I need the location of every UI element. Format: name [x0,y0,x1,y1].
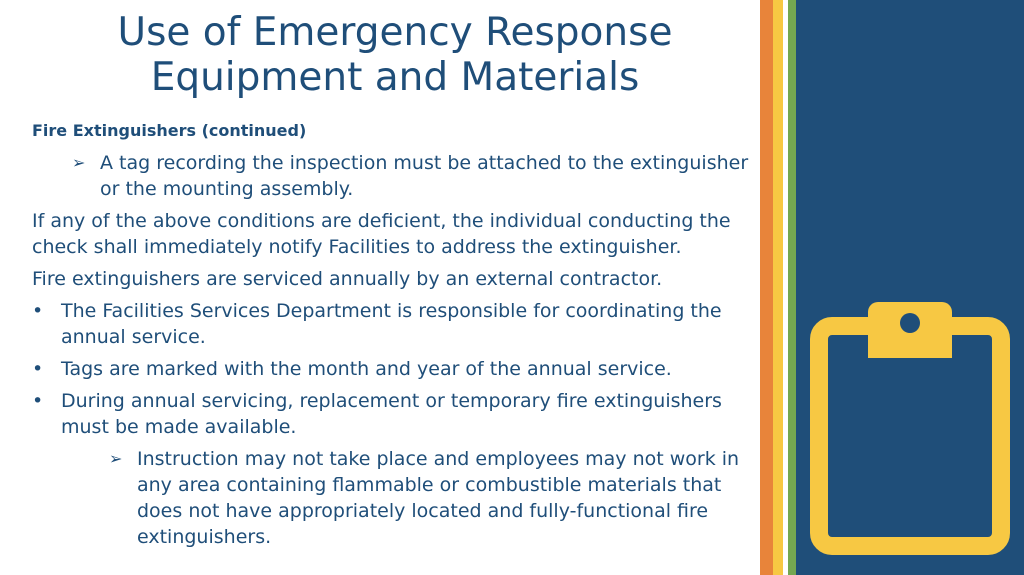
bullet-text: Tags are marked with the month and year of the annual service. [61,358,672,380]
dot-bullet-icon: • [32,300,44,322]
section-subheading: Fire Extinguishers (continued) [32,121,307,140]
yellow-stripe [773,0,783,575]
slide-body [32,120,762,556]
bullet-text: The Facilities Services Department is responsible for coordinating the annual service. [61,300,722,348]
bullet-item [32,388,762,440]
dot-bullet-icon: • [32,358,44,380]
paragraph: If any of the above conditions are deficient, the individual conducting the check shall immediately notify Facilities to address the extinguisher. [32,210,731,258]
bullet-text: A tag recording the inspection must be attached to the extinguisher or the mounting assembly. [100,152,749,200]
orange-stripe [760,0,773,575]
title-line-2: Equipment and Materials [150,55,640,100]
arrow-bullet-item [32,446,762,550]
bullet-item [32,356,762,382]
arrow-bullet-icon: ➢ [72,153,86,172]
bullet-item [32,298,762,350]
paragraph: Fire extinguishers are serviced annually by an external contractor. [32,268,663,290]
arrow-bullet-item [32,150,762,202]
clipboard-icon [810,298,1010,556]
arrow-bullet-icon: ➢ [109,449,123,468]
slide-title [30,10,760,100]
bullet-text: Instruction may not take place and employees may not work in any area containing flammable or combustible materials that does not have appropriately located and fully-functional fire extinguishers. [137,448,740,548]
bullet-text: During annual servicing, replacement or temporary fire extinguishers must be made available. [61,390,722,438]
title-line-1: Use of Emergency Response [117,10,673,55]
dot-bullet-icon: • [32,390,44,412]
green-stripe [788,0,796,575]
